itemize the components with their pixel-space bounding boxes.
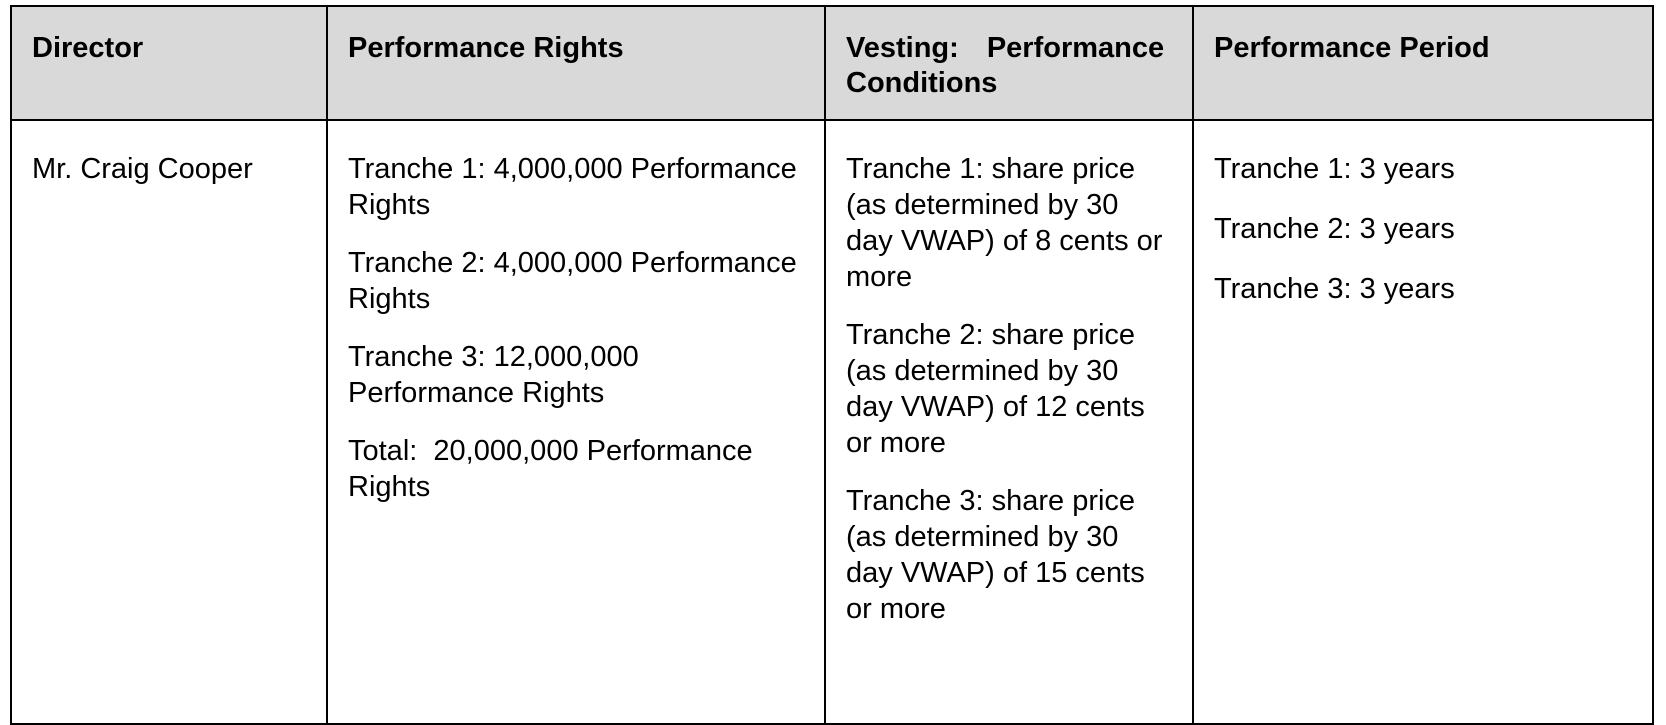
cell-performance-rights [327, 120, 825, 724]
table-header-row [11, 6, 1653, 120]
performance-rights-table [10, 5, 1654, 725]
condition-tranche-3: Tranche 3: share price (as determined by 30 day VWAP) of 15 cents or more [846, 485, 1145, 625]
header-vesting-label: Vesting: [846, 32, 959, 64]
condition-tranche-1: Tranche 1: share price (as determined by 30 day VWAP) of 8 cents or more [846, 153, 1163, 293]
period-tranche-2: Tranche 2: 3 years [1214, 213, 1455, 245]
rights-tranche-1: Tranche 1: 4,000,000 Performance Rights [348, 153, 797, 221]
header-performance-rights-label: Performance Rights [348, 32, 624, 64]
header-performance-period-label: Performance Period [1214, 32, 1490, 64]
rights-tranche-2: Tranche 2: 4,000,000 Performance Rights [348, 247, 797, 315]
header-director [11, 6, 327, 120]
rights-total: Total: 20,000,000 Performance Rights [348, 435, 761, 503]
cell-director [11, 120, 327, 724]
cell-performance-period [1193, 120, 1653, 724]
header-director-label: Director [32, 32, 144, 64]
header-performance-period [1193, 6, 1653, 120]
header-vesting-conditions [825, 6, 1193, 120]
period-tranche-1: Tranche 1: 3 years [1214, 153, 1455, 185]
header-conditions-label: Performance Conditions [846, 32, 1165, 99]
cell-vesting-conditions [825, 120, 1193, 724]
director-name: Mr. Craig Cooper [32, 153, 253, 185]
condition-tranche-2: Tranche 2: share price (as determined by 30 day VWAP) of 12 cents or more [846, 319, 1145, 459]
header-performance-rights [327, 6, 825, 120]
table-row [11, 120, 1653, 724]
period-tranche-3: Tranche 3: 3 years [1214, 273, 1455, 305]
rights-tranche-3: Tranche 3: 12,000,000 Performance Rights [348, 341, 639, 409]
